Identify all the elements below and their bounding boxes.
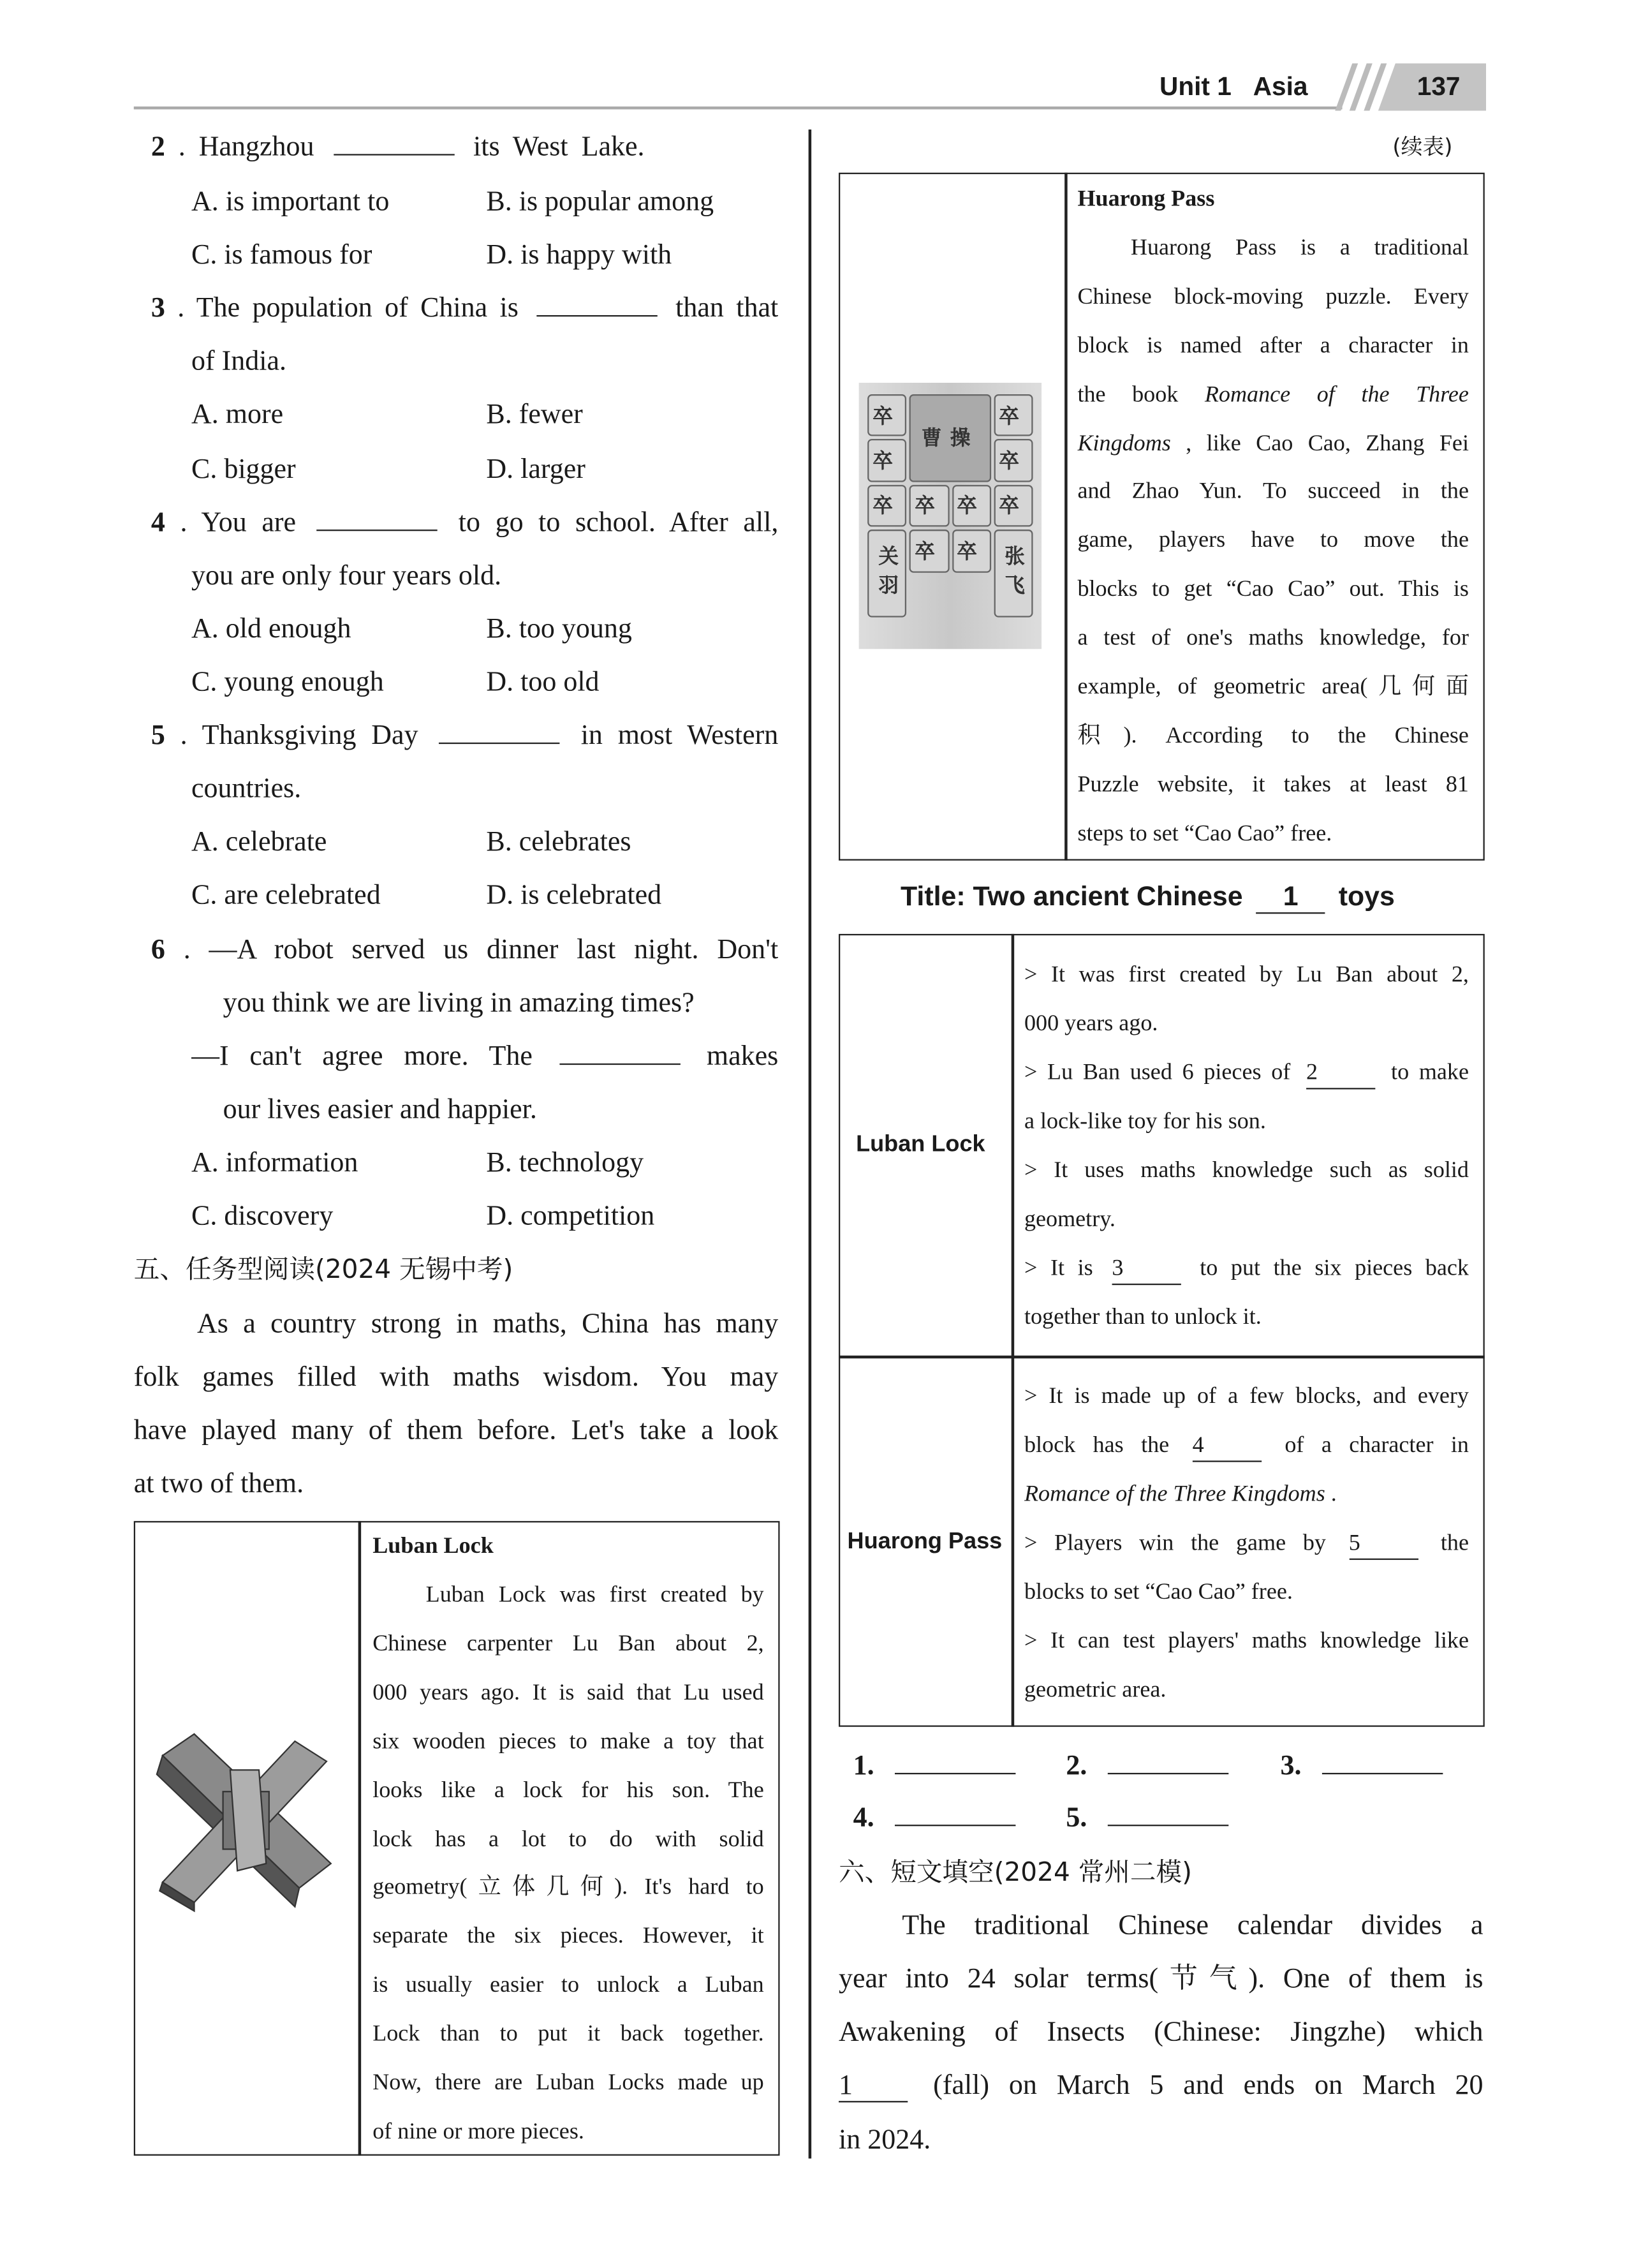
passage-line: folk games filled with maths wisdom. You may — [133, 1363, 779, 1393]
text-line: geometry(立体几何). It's hard to — [372, 1875, 764, 1901]
soldier-block: 卒 — [867, 394, 906, 436]
huarong-title: Huarong Pass — [1077, 187, 1215, 212]
fill-blank[interactable]: 1 — [839, 2072, 908, 2102]
text-line: is usually easier to unlock a Luban — [372, 1973, 764, 1998]
soldier-block: 卒 — [994, 394, 1033, 436]
fill-blank[interactable] — [536, 315, 657, 316]
answer-number: 3 — [1280, 1751, 1295, 1782]
answer-blank — [1066, 1747, 1233, 1787]
question-text — [191, 1037, 778, 1078]
continued-label: (续表) — [1392, 133, 1453, 160]
fill-blank[interactable]: 2 — [1306, 1059, 1375, 1089]
text-line: example, of geometric area(几何面 — [1077, 674, 1469, 700]
text-line: Now, there are Luban Locks made up — [372, 2070, 764, 2096]
fill-blank[interactable] — [317, 530, 438, 531]
table-row-divider — [839, 1356, 1485, 1358]
answer-input[interactable] — [1321, 1773, 1442, 1774]
text-line: geometry. — [1024, 1207, 1115, 1232]
text: the book — [1077, 382, 1205, 407]
answer-input[interactable] — [894, 1825, 1015, 1826]
question-4 — [151, 503, 778, 544]
text-line: a test of one's maths knowledge, for — [1077, 626, 1469, 651]
text-line — [1024, 1527, 1469, 1567]
soldier-block: 卒 — [952, 485, 990, 527]
option: D. is happy with — [486, 240, 672, 271]
guan-yu-block: 关羽 — [867, 530, 906, 617]
text: to make — [1391, 1060, 1469, 1085]
option: A. more — [191, 400, 284, 431]
text: . The population of China is — [177, 293, 519, 324]
option: C. are celebrated — [191, 880, 381, 911]
text: of a character in — [1285, 1433, 1469, 1458]
soldier-block: 卒 — [909, 530, 948, 572]
text: than that — [675, 293, 779, 324]
question-number: 4 — [151, 508, 165, 538]
text-line: together than to unlock it. — [1024, 1305, 1262, 1330]
text-line: looks like a lock for his son. The — [372, 1778, 764, 1803]
soldier-block: 卒 — [952, 530, 990, 572]
text-line: blocks to set “Cao Cao” free. — [1024, 1580, 1293, 1605]
row-header-huarong: Huarong Pass — [847, 1529, 1003, 1555]
option: B. is popular among — [486, 187, 714, 218]
answer-input[interactable] — [1107, 1773, 1228, 1774]
text: its West Lake. — [473, 132, 645, 163]
section-heading-5: 五、任务型阅读(2024 无锡中考) — [133, 1254, 513, 1286]
soldier-block: 卒 — [867, 485, 906, 527]
text-line — [1024, 1429, 1469, 1469]
option: B. celebrates — [486, 827, 631, 858]
question-number: 2 — [151, 132, 165, 163]
text-line: steps to set “Cao Cao” free. — [1077, 821, 1332, 846]
dot: . — [1080, 1751, 1087, 1782]
dot: . — [867, 1803, 874, 1834]
fill-blank[interactable]: 3 — [1112, 1255, 1181, 1285]
fill-blank[interactable] — [334, 154, 454, 155]
text-line: lock has a lot to do with solid — [372, 1827, 764, 1851]
text-line: a lock-like toy for his son. — [1024, 1109, 1266, 1134]
zhang-fei-block: 张飞 — [994, 530, 1033, 617]
passage-line: As a country strong in maths, China has many — [197, 1309, 779, 1340]
option: A. old enough — [191, 614, 351, 645]
answer-number: 1 — [853, 1751, 867, 1782]
fill-blank[interactable] — [559, 1064, 680, 1065]
option: C. bigger — [191, 454, 296, 485]
question-number: 5 — [151, 721, 165, 752]
text-line: > It was first created by Lu Ban about 2, — [1024, 962, 1469, 988]
passage-line: in 2024. — [839, 2125, 931, 2156]
option: A. celebrate — [191, 827, 327, 858]
answer-blank — [853, 1799, 1021, 1839]
option: A. information — [191, 1148, 358, 1179]
soldier-block: 卒 — [909, 485, 948, 527]
table-title — [901, 878, 1395, 918]
answer-number: 5 — [1066, 1803, 1080, 1834]
passage-line: at two of them. — [133, 1469, 304, 1500]
text: in most Western — [580, 721, 779, 752]
column-divider — [809, 130, 811, 2158]
huarong-puzzle-image — [859, 383, 1042, 649]
answer-number: 2 — [1066, 1751, 1080, 1782]
italic-text: Romance of the Three — [1204, 382, 1469, 407]
option: D. competition — [486, 1201, 655, 1232]
option: C. young enough — [191, 667, 384, 698]
text: Title: Two ancient Chinese — [901, 882, 1243, 913]
luban-title: Luban Lock — [372, 1534, 494, 1559]
option: D. too old — [486, 667, 600, 698]
table-divider — [1064, 173, 1066, 861]
passage-line — [833, 2066, 1483, 2107]
text: > It is — [1024, 1256, 1093, 1281]
text-line: six wooden pieces to make a toy that — [372, 1729, 764, 1754]
italic-text: Kingdoms — [1077, 431, 1171, 456]
text-line — [1024, 1252, 1469, 1292]
question-3 — [151, 289, 778, 329]
text: (fall) on March 5 and ends on March 20 — [933, 2070, 1483, 2101]
header-stripes — [1321, 63, 1486, 110]
text: makes — [706, 1042, 779, 1072]
text-line: and Zhao Yun. To succeed in the — [1077, 479, 1469, 505]
cao-cao-block: 曹操 — [909, 394, 990, 482]
answer-input[interactable] — [1107, 1825, 1228, 1826]
text-line: > It uses maths knowledge such as solid — [1024, 1158, 1469, 1183]
text-line: 000 years ago. — [1024, 1011, 1158, 1037]
passage-line: have played many of them before. Let's take a look — [133, 1416, 779, 1446]
text: to put the six pieces back — [1200, 1256, 1469, 1281]
text-line: Chinese carpenter Lu Ban about 2, — [372, 1631, 764, 1656]
text-line: game, players have to move the — [1077, 528, 1469, 553]
question-5 — [151, 716, 778, 757]
text-line — [1024, 1478, 1337, 1513]
soldier-block: 卒 — [994, 485, 1033, 527]
option: B. too young — [486, 614, 632, 645]
text: . You are — [180, 508, 297, 538]
text: toys — [1338, 882, 1395, 913]
dot: . — [867, 1751, 874, 1782]
table-divider — [1012, 934, 1013, 1727]
question-text: our lives easier and happier. — [223, 1095, 537, 1125]
text: the — [1440, 1531, 1469, 1556]
section-heading-6: 六、短文填空(2024 常州二模) — [839, 1857, 1192, 1888]
passage-line: year into 24 solar terms(节气). One of them is — [839, 1964, 1483, 1995]
fill-blank[interactable]: 4 — [1193, 1432, 1262, 1462]
question-text: you are only four years old. — [191, 561, 502, 592]
unit-label: Unit 1 Asia — [1160, 71, 1308, 101]
text-line: 000 years ago. It is said that Lu used — [372, 1680, 764, 1705]
text-line: of nine or more pieces. — [372, 2119, 584, 2144]
answer-blank — [853, 1747, 1021, 1787]
option: C. is famous for — [191, 240, 372, 271]
text-line: 积). According to the Chinese — [1077, 723, 1469, 748]
text: . — [1330, 1482, 1337, 1507]
answer-blank — [1066, 1799, 1233, 1839]
question-6 — [151, 931, 778, 971]
text: . —A robot served us dinner last night. Don't — [183, 935, 779, 966]
question-text: of India. — [191, 346, 287, 377]
answer-input[interactable] — [894, 1773, 1015, 1774]
fill-blank[interactable]: 1 — [1256, 884, 1325, 914]
soldier-block: 卒 — [867, 440, 906, 482]
question-text: countries. — [191, 774, 302, 804]
text: block has the — [1024, 1433, 1170, 1458]
text: > Players win the game by — [1024, 1531, 1326, 1556]
fill-blank[interactable]: 5 — [1349, 1530, 1418, 1560]
question-text: you think we are living in amazing times? — [223, 988, 695, 1019]
text: to go to school. After all, — [458, 508, 779, 538]
option: D. is celebrated — [486, 880, 662, 911]
answer-blank — [1280, 1747, 1448, 1787]
question-number: 6 — [151, 935, 165, 966]
row-header-luban: Luban Lock — [856, 1132, 985, 1157]
answer-number: 4 — [853, 1803, 867, 1834]
page-number: 137 — [1417, 71, 1461, 101]
text: —I can't agree more. The — [191, 1042, 533, 1072]
table-divider — [358, 1521, 360, 2156]
passage-line: The traditional Chinese calendar divides a — [902, 1911, 1483, 1941]
passage-line: Awakening of Insects (Chinese: Jingzhe) which — [839, 2017, 1483, 2048]
fill-blank[interactable] — [439, 743, 559, 744]
text-line: > It can test players' maths knowledge like — [1024, 1629, 1469, 1654]
question-2 — [151, 128, 645, 168]
header-rule — [134, 107, 1343, 110]
text-line: blocks to get “Cao Cao” out. This is — [1077, 577, 1469, 602]
option: A. is important to — [191, 187, 390, 218]
text-line: Luban Lock was first created by — [425, 1583, 764, 1608]
text-line: geometric area. — [1024, 1678, 1167, 1703]
text-line: > It is made up of a few blocks, and every — [1024, 1384, 1469, 1409]
text-line: separate the six pieces. However, it — [372, 1924, 764, 1949]
text-line: Chinese block-moving puzzle. Every — [1077, 285, 1469, 309]
text: > Lu Ban used 6 pieces of — [1024, 1060, 1291, 1085]
text: . Hangzhou — [178, 132, 314, 163]
option: B. fewer — [486, 400, 583, 431]
option: C. discovery — [191, 1201, 334, 1232]
text: , like Cao Cao, Zhang Fei — [1186, 431, 1469, 456]
luban-lock-image — [151, 1727, 341, 1914]
soldier-block: 卒 — [994, 440, 1033, 482]
text-line: Puzzle website, it takes at least 81 — [1077, 772, 1469, 797]
text-line: block is named after a character in — [1077, 333, 1469, 358]
text-line — [1077, 427, 1469, 467]
text-line: Huarong Pass is a traditional — [1130, 235, 1469, 261]
italic-text: Romance of the Three Kingdoms — [1024, 1482, 1325, 1507]
dot: . — [1294, 1751, 1302, 1782]
option: B. technology — [486, 1148, 644, 1179]
question-number: 3 — [151, 293, 165, 324]
option: D. larger — [486, 454, 585, 485]
text-line — [1024, 1056, 1469, 1097]
text-line — [1077, 378, 1469, 418]
text-line: Lock than to put it back together. — [372, 2022, 764, 2047]
dot: . — [1080, 1803, 1087, 1834]
text: . Thanksgiving Day — [180, 721, 418, 752]
